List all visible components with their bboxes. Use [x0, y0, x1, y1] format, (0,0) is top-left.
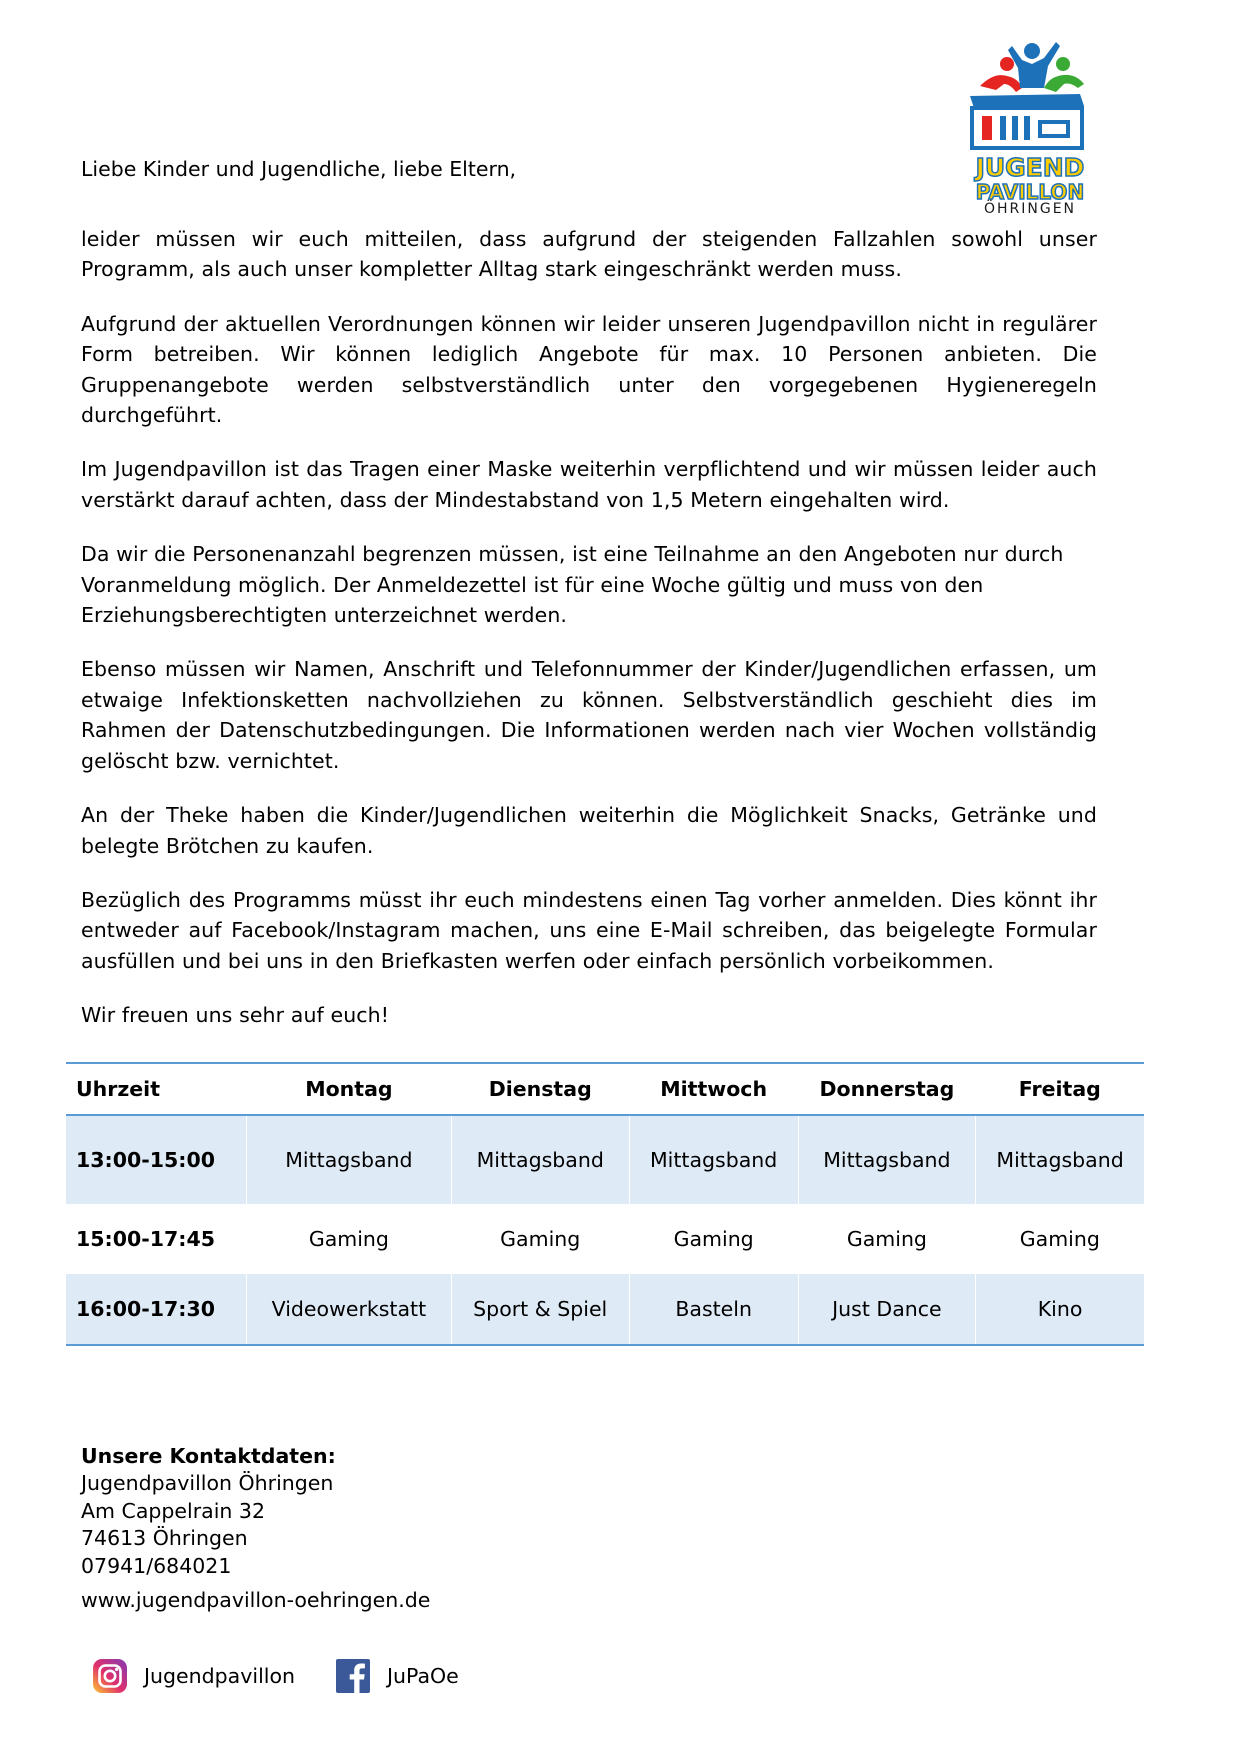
logo-text-jugend: JUGEND: [975, 153, 1085, 182]
activity-cell: Mittagsband: [451, 1115, 629, 1204]
logo-graphic: [960, 38, 1100, 214]
logo-text-pavillon: PAVILLON: [975, 180, 1085, 204]
facebook-icon: [335, 1658, 371, 1694]
activity-cell: Mittagsband: [247, 1115, 452, 1204]
time-cell: 15:00-17:45: [66, 1204, 247, 1274]
activity-cell: Mittagsband: [976, 1115, 1144, 1204]
table-row: [66, 1274, 1144, 1345]
contact-phone: 07941/684021: [81, 1553, 232, 1578]
schedule-table: [66, 1062, 1144, 1346]
table-row: [66, 1115, 1144, 1204]
activity-cell: Gaming: [798, 1204, 976, 1274]
activity-cell: Gaming: [247, 1204, 452, 1274]
contact-city: 74613 Öhringen: [81, 1526, 248, 1551]
facebook-link[interactable]: [335, 1658, 459, 1694]
letter-greeting: Liebe Kinder und Jugendliche, liebe Eltern,: [81, 157, 517, 181]
instagram-handle: Jugendpavillon: [144, 1664, 295, 1688]
activity-cell: Gaming: [629, 1204, 798, 1274]
header-time: Uhrzeit: [66, 1063, 247, 1115]
paragraph-mask: Im Jugendpavillon ist das Tragen einer Maske weiterhin verpflichtend und wir müssen leider auch verstärkt darauf achten, dass der Mindestabstand von 1,5 Metern eingehalten wird.: [81, 457, 1097, 512]
logo-figure-green-head: [1056, 57, 1070, 71]
contact-block: [81, 1443, 430, 1614]
activity-cell: Gaming: [976, 1204, 1144, 1274]
logo-figure-red-body: [980, 75, 1022, 92]
activity-cell: Mittagsband: [798, 1115, 976, 1204]
time-cell: 13:00-15:00: [66, 1115, 247, 1204]
activity-cell: Sport & Spiel: [451, 1274, 629, 1345]
contact-website[interactable]: www.jugendpavillon-oehringen.de: [81, 1588, 431, 1613]
logo-figure-red-head: [1000, 57, 1014, 71]
activity-cell: Mittagsband: [629, 1115, 798, 1204]
jugendpavillon-logo: [960, 38, 1100, 214]
paragraph-counter: An der Theke haben die Kinder/Jugendlichen weiterhin die Möglichkeit Snacks, Getränke und belegte Brötchen zu kaufen.: [81, 803, 1097, 858]
paragraph-restrictions: leider müssen wir euch mitteilen, dass aufgrund der steigenden Fallzahlen sowohl unser Programm, als auch unser kompletter Alltag stark eingeschränkt werden muss.: [81, 227, 1097, 282]
header-wednesday: Mittwoch: [629, 1063, 798, 1115]
contact-name: Jugendpavillon Öhringen: [81, 1471, 334, 1496]
header-thursday: Donnerstag: [798, 1063, 976, 1115]
schedule-header-row: [66, 1063, 1144, 1115]
paragraph-regulations: Aufgrund der aktuellen Verordnungen können wir leider unseren Jugendpavillon nicht in regulärer Form betreiben. Wir können lediglich Angebote für max. 10 Personen anbieten. Die Gruppenangebote werden selbstverständlich unter den vorgegebenen Hygieneregeln durchgeführt.: [81, 311, 1097, 428]
activity-cell: Basteln: [629, 1274, 798, 1345]
logo-window-2: [1012, 116, 1018, 140]
logo-text-oehringen: ÖHRINGEN: [983, 201, 1077, 214]
paragraph-registration: Da wir die Personenanzahl begrenzen müssen, ist eine Teilnahme an den Angeboten nur durch Voranmeldung möglich. Der Anmeldezettel ist für eine Woche gültig und muss von den Erziehungsberechtigten unterzeichnet werden.: [81, 542, 1064, 628]
table-row: [66, 1204, 1144, 1274]
time-cell: 16:00-17:30: [66, 1274, 247, 1345]
activity-cell: Just Dance: [798, 1274, 976, 1345]
logo-window-3: [1024, 116, 1030, 140]
contact-title: Unsere Kontaktdaten:: [81, 1444, 336, 1468]
logo-roof: [970, 94, 1084, 108]
activity-cell: Kino: [976, 1274, 1144, 1345]
contact-street: Am Cappelrain 32: [81, 1498, 265, 1523]
paragraph-program: Bezüglich des Programms müsst ihr euch mindestens einen Tag vorher anmelden. Dies könnt ihr entweder auf Facebook/Instagram machen, uns eine E-Mail schreiben, das beigelegte Formular ausfüllen und bei uns in den Briefkasten werfen oder einfach persönlich vorbeikommen.: [81, 887, 1097, 973]
logo-window-4: [1040, 122, 1068, 136]
header-tuesday: Dienstag: [451, 1063, 629, 1115]
paragraph-data-collection: Ebenso müssen wir Namen, Anschrift und Telefonnummer der Kinder/Jugendlichen erfassen, um etwaige Infektionsketten nachvollziehen zu können. Selbstverständlich geschieht dies im Rahmen der Datenschutzbedingungen. Die Informationen werden nach vier Wochen vollständig gelöscht bzw. vernichtet.: [81, 657, 1097, 773]
instagram-icon: [92, 1658, 128, 1694]
header-monday: Montag: [247, 1063, 452, 1115]
letter-body: [81, 224, 1097, 1055]
paragraph-closing: Wir freuen uns sehr auf euch!: [81, 1003, 390, 1028]
instagram-link[interactable]: [92, 1658, 295, 1694]
activity-cell: Videowerkstatt: [247, 1274, 452, 1345]
header-friday: Freitag: [976, 1063, 1144, 1115]
facebook-handle: JuPaOe: [387, 1664, 459, 1688]
logo-window-1: [1000, 116, 1006, 140]
logo-figure-blue-head: [1024, 43, 1040, 59]
logo-figure-green-body: [1044, 75, 1084, 92]
logo-door: [982, 116, 992, 140]
activity-cell: Gaming: [451, 1204, 629, 1274]
